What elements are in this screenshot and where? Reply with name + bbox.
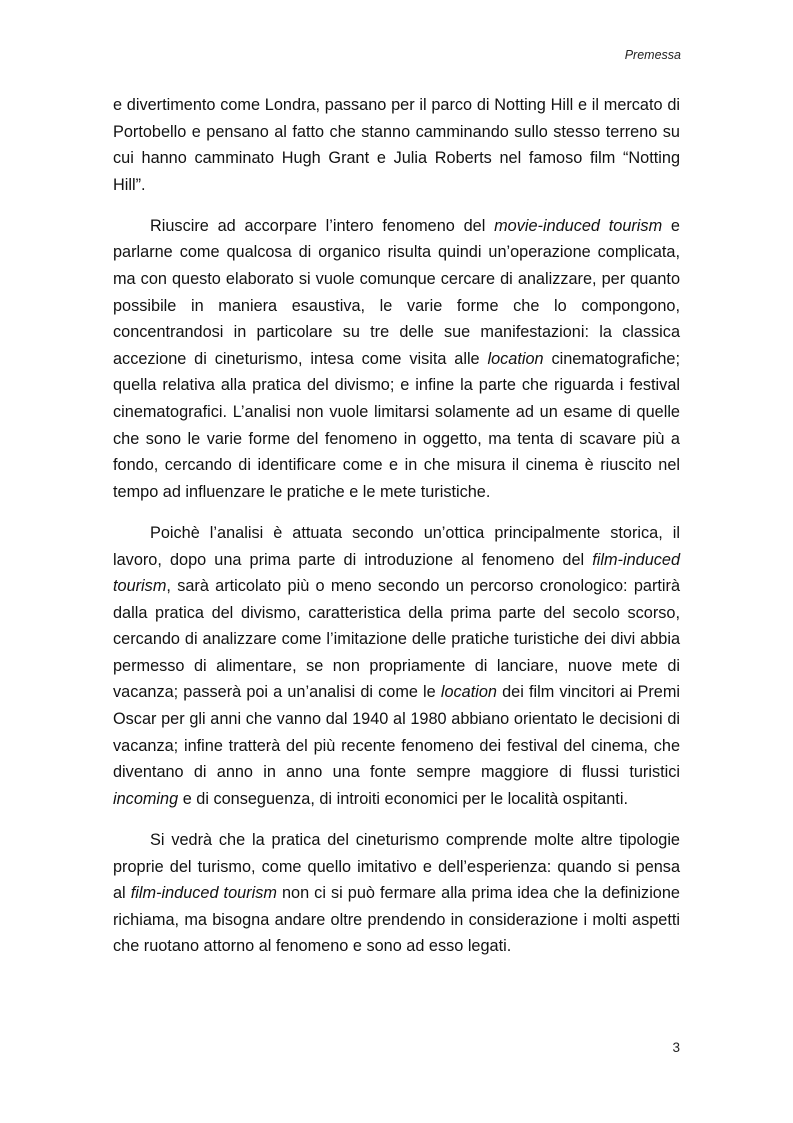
running-header: Premessa (624, 48, 681, 62)
paragraph-2-text: e parlarne come qualcosa di organico risulta quindi un’operazione complicata, ma con questo elaborato si vuole comunque cercare di analizzare, per quanto possibile in maniera esaustiva, le varie forme che lo compongono, concentrandosi in particolare su tre delle sue manifestazioni: la classica accezione di cineturismo, intesa come visita alle (113, 216, 680, 368)
paragraph-1 (113, 92, 680, 198)
paragraph-3-text: e di conseguenza, di introiti economici per le località ospitanti. (178, 789, 628, 808)
paragraph-2 (113, 213, 680, 506)
paragraph-3-text: Poichè l’analisi è attuata secondo un’ottica principalmente storica, il lavoro, dopo una prima parte di introduzione al fenomeno del (113, 523, 680, 569)
paragraph-4-text: non ci si può fermare alla prima idea che la definizione richiama, ma bisogna andare oltre prendendo in considerazione i molti aspetti che ruotano attorno al fenomeno e sono ad esso legati. (113, 884, 680, 956)
italic-term: location (440, 683, 497, 702)
paragraph-2-text: Riuscire ad accorpare l’intero fenomeno del (150, 216, 495, 235)
paragraph-3-text: dei film vincitori ai Premi Oscar per gli anni che vanno dal 1940 al 1980 abbiano orientato le decisioni di vacanza; infine tratterà del più recente fenomeno dei festival del cinema, che diventano di anno in anno una fonte sempre maggiore di flussi turistici (113, 683, 680, 782)
paragraph-4-text: Si vedrà che la pratica del cineturismo comprende molte altre tipologie proprie del turismo, come quello imitativo e dell’esperienza: quando si pensa al (113, 830, 680, 903)
paragraph-4 (113, 827, 680, 960)
italic-term: film-induced tourism (130, 884, 277, 903)
italic-term: film-induced tourism (113, 550, 680, 596)
paragraph-2-text: cinematografiche; quella relativa alla pratica del divismo; e infine la parte che riguarda i festival cinematografici. L’analisi non vuole limitarsi solamente ad un esame di quelle che sono le varie forme del fenomeno in oggetto, ma tenta di scavare più a fondo, cercando di identificare come e in che misura il cinema è riuscito nel tempo ad influenzare le pratiche e le mete turistiche. (113, 349, 680, 501)
italic-term: incoming (113, 789, 179, 808)
body-text (113, 92, 680, 974)
paragraph-1-text: e divertimento come Londra, passano per il parco di Notting Hill e il mercato di Portobello e pensano al fatto che stanno camminando sullo stesso terreno su cui hanno camminato Hugh Grant e Julia Roberts nel famoso film “Notting Hill”. (113, 96, 680, 194)
page-number: 3 (672, 1040, 680, 1055)
paragraph-3 (113, 520, 680, 813)
italic-term: location (487, 349, 544, 368)
paragraph-3-text: , sarà articolato più o meno secondo un percorso cronologico: partirà dalla pratica del divismo, caratteristica della prima parte del secolo scorso, cercando di analizzare come l’imitazione delle pratiche turistiche dei divi abbia permesso di alimentare, se non propriamente di lanciare, nuove mete di vacanza; passerà poi a un’analisi di come le (113, 577, 680, 702)
italic-term: movie-induced tourism (494, 216, 663, 235)
